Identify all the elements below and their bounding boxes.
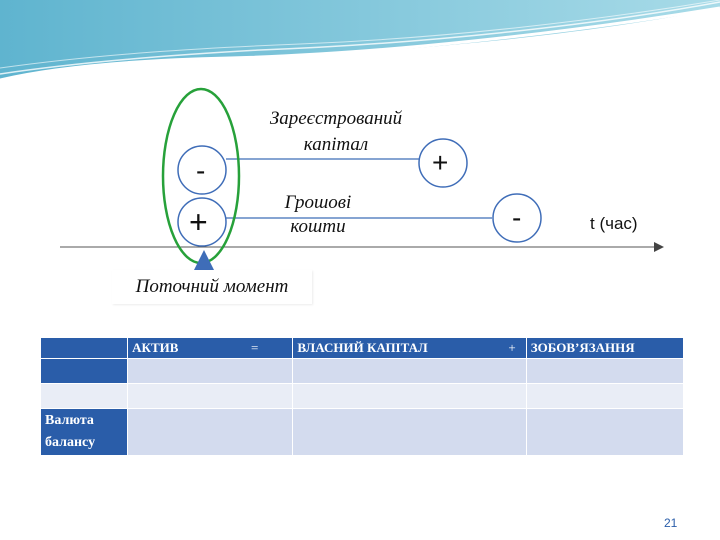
page-number: 21 — [664, 516, 678, 530]
time-axis-arrowhead — [654, 242, 664, 252]
table-header-row — [41, 338, 684, 359]
cash-label-line2: кошти — [290, 216, 346, 237]
current-moment-label: Поточний момент — [112, 270, 312, 304]
table-row — [41, 359, 684, 384]
balance-table — [40, 337, 684, 456]
capital-start-sign: - — [196, 155, 206, 186]
header-equity — [293, 338, 526, 359]
liabilities-cell — [526, 384, 683, 409]
capital-label — [238, 108, 434, 156]
header-plus-sign: + — [508, 340, 516, 355]
row-label-cell — [41, 359, 128, 384]
cash-end-sign: - — [512, 202, 522, 233]
header-equals-sign: = — [251, 340, 259, 355]
equity-cell — [293, 384, 526, 409]
asset-cell — [128, 384, 293, 409]
liabilities-cell — [526, 359, 683, 384]
asset-cell — [128, 359, 293, 384]
equity-total-cell — [293, 409, 526, 456]
header-empty-cell — [41, 338, 128, 359]
header-equity-label: ВЛАСНИЙ КАПІТАЛ — [297, 340, 428, 355]
liabilities-total-cell — [526, 409, 683, 456]
cash-label — [240, 192, 396, 238]
equity-cell — [293, 359, 526, 384]
asset-total-cell — [128, 409, 293, 456]
header-asset — [128, 338, 293, 359]
header-liabilities: ЗОБОВ’ЯЗАННЯ — [526, 338, 683, 359]
time-axis-label: t (час) — [590, 214, 638, 233]
capital-label-line1: Зареєстрований — [269, 108, 403, 129]
total-row-label: Валюта балансу — [41, 409, 128, 456]
header-asset-label: АКТИВ — [132, 340, 179, 355]
table-row-total — [41, 409, 684, 456]
cash-start-sign: + — [189, 204, 208, 240]
table-row — [41, 384, 684, 409]
capital-label-line2: капітал — [303, 134, 369, 155]
cash-label-line1: Грошові — [284, 192, 352, 213]
row-label-cell — [41, 384, 128, 409]
capital-end-sign: + — [432, 147, 449, 178]
